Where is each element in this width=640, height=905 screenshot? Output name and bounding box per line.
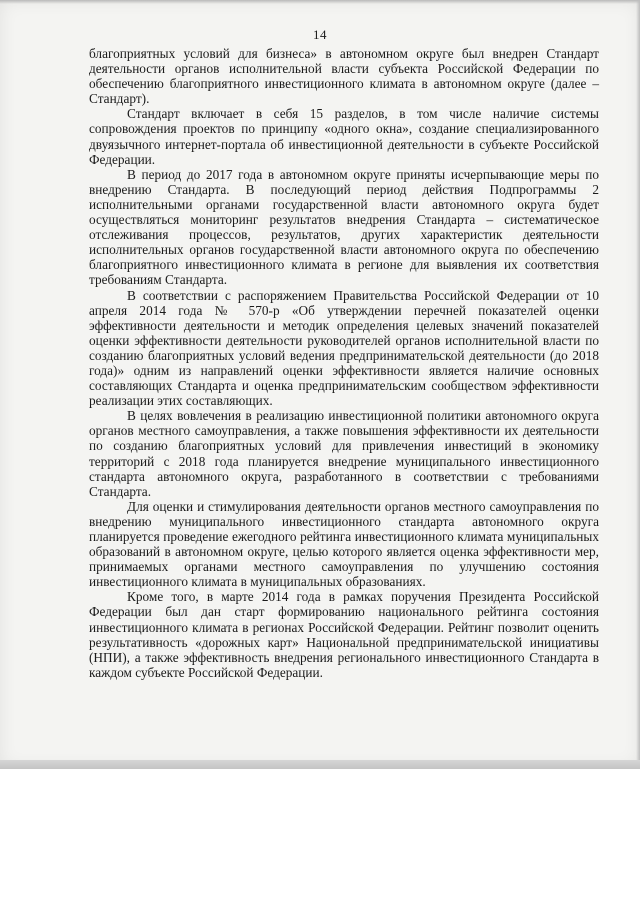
scan-right-edge-shadow — [636, 0, 640, 768]
scan-bottom-edge — [0, 760, 640, 769]
page-number: 14 — [313, 27, 327, 42]
blank-area — [0, 769, 640, 905]
scan-top-edge-shadow — [0, 0, 640, 4]
paragraph-government-order: В соответствии с распоряжением Правительства Российской Федерации от 10 апреля 2014 года № 570-р «Об утверждении перечней показателей оценки эффективности деятельности и методик определения целевых значений показателей оценки эффективности деятельности руководителей органов исполнительной власти по созданию благоприятных условий ведения предпринимательской деятельности (до 2018 года)» одним из направлений оценки эффективности является наличие основных составляющих Стандарта и оценка предпринимательским сообществом эффективности реализации этих составляющих. — [89, 287, 599, 409]
paragraph-continued: благоприятных условий для бизнеса» в автономном округе был внедрен Стандарт деятельности органов исполнительной власти субъекта Российской Федерации по обеспечению благоприятного инвестиционного климата в автономном округе (далее – Стандарт). — [89, 46, 599, 107]
paragraph-national-rating: Кроме того, в марте 2014 года в рамках поручения Президента Российской Федерации был дан старт формированию национального рейтинга состояния инвестиционного климата в регионах Российской Федерации. Рейтинг позволит оценить результативность «дорожных карт» Национальной предпринимательской инициативы (НПИ), а также эффективность внедрения регионального инвестиционного Стандарта в каждом субъекте Российской Федерации. — [89, 589, 599, 680]
paragraph-standard-sections: Стандарт включает в себя 15 разделов, в том числе наличие системы сопровождения проектов по принципу «одного окна», создание специализированного двуязычного интернет-портала об инвестиционной деятельности в субъекте Российской Федерации. — [89, 106, 599, 167]
paragraph-monitoring: В период до 2017 года в автономном округе приняты исчерпывающие меры по внедрению Стандарта. В последующий период действия Подпрограммы 2 исполнительными органами государственной власти автономного округа будет осуществляться мониторинг результатов внедрения Стандарта – систематическое отслеживания процессов, результатов, других характеристик деятельности исполнительных органов государственной власти автономного округа по обеспечению благоприятного инвестиционного климата в регионе для выявления их соответствия требованиям Стандарта. — [89, 166, 599, 288]
document-body — [89, 46, 599, 680]
paragraph-municipal-rating: Для оценки и стимулирования деятельности органов местного самоуправления по внедрению муниципального инвестиционного стандарта автономного округа планируется проведение ежегодного рейтинга инвестиционного климата муниципальных образований в автономном округе, целью которого является оценка эффективности мер, принимаемых органами местного самоуправления по улучшению состояния инвестиционного климата в муниципальных образованиях. — [89, 498, 599, 590]
paragraph-municipal-standard: В целях вовлечения в реализацию инвестиционной политики автономного округа органов местного самоуправления, а также повышения эффективности их деятельности по созданию благоприятных условий для привлечения инвестиций в экономику территорий с 2018 года планируется внедрение муниципального инвестиционного стандарта автономного округа, разработанного в соответствии с требованиями Стандарта. — [89, 408, 599, 499]
